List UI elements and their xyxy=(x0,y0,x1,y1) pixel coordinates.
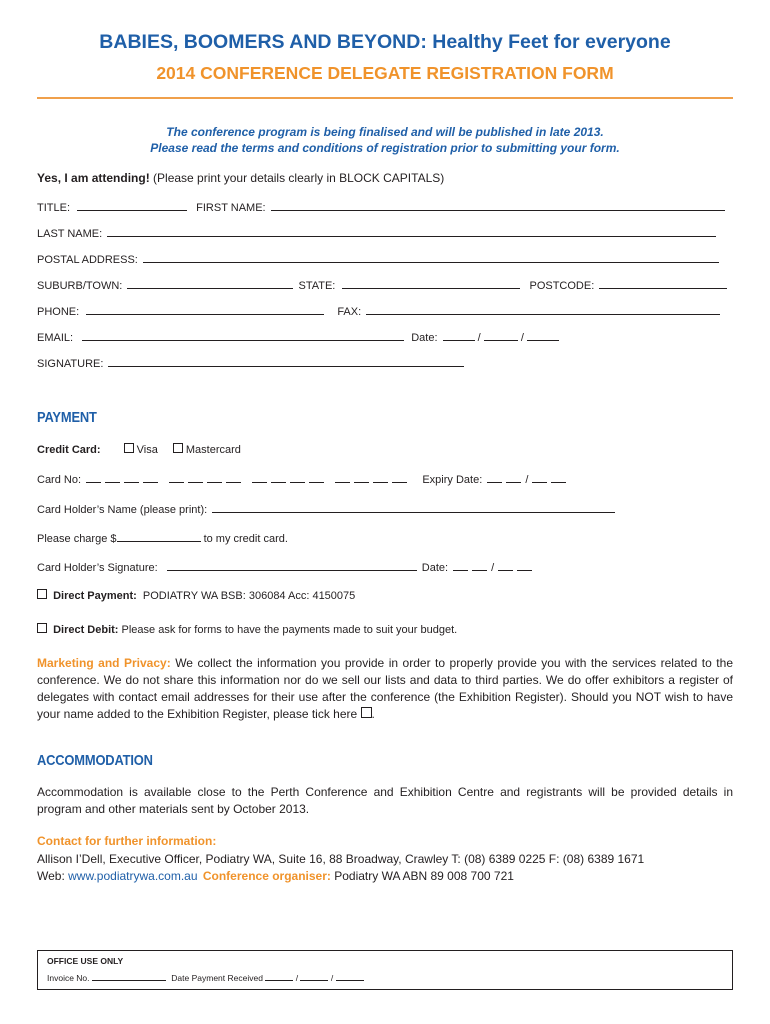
title-field[interactable] xyxy=(77,199,187,211)
holder-signature-field[interactable] xyxy=(167,559,417,571)
payment-heading: PAYMENT xyxy=(37,409,97,426)
suburb-row xyxy=(37,277,727,292)
exhibition-register-checkbox[interactable] xyxy=(361,707,372,718)
card-no-group-4[interactable] xyxy=(335,474,411,486)
invoice-field[interactable] xyxy=(92,972,166,981)
office-use-box xyxy=(37,950,733,990)
privacy-text: We collect the information you provide in order to properly provide you with the services related to the conference. We do not share this information nor do we sell our lists and data to third parties. We do offer exhibitors a register of delegates with contact email addresses for their use after the conference (the Exhibition Register). Should you NOT wish to have your name added to the Exhibition Register, please tick here xyxy=(37,656,733,721)
direct-payment-details: PODIATRY WA BSB: 306084 Acc: 4150075 xyxy=(142,590,356,602)
date-month-field[interactable] xyxy=(484,329,518,341)
organiser-text: Podiatry WA ABN 89 008 700 721 xyxy=(330,869,514,883)
direct-payment-checkbox[interactable] xyxy=(37,589,47,599)
received-month-field[interactable] xyxy=(300,972,328,981)
email-label: EMAIL: xyxy=(37,332,74,344)
card-no-label: Card No: xyxy=(37,474,82,486)
payment-date-label: Date: xyxy=(421,562,449,574)
signature-row xyxy=(37,355,464,370)
contact-heading xyxy=(37,834,216,848)
web-label: Web: xyxy=(37,869,69,883)
card-no-group-3[interactable] xyxy=(252,474,328,486)
expiry-month-field[interactable] xyxy=(487,474,525,486)
visa-label: Visa xyxy=(136,444,158,456)
credit-card-label: Credit Card: xyxy=(37,444,101,456)
postcode-label: POSTCODE: xyxy=(529,280,595,292)
email-field[interactable] xyxy=(82,329,404,341)
received-separator: / xyxy=(295,973,299,983)
holder-name-field[interactable] xyxy=(212,501,615,513)
received-separator: / xyxy=(330,973,334,983)
mastercard-checkbox[interactable] xyxy=(173,443,183,453)
website-link[interactable]: www.podiatrywa.com.au xyxy=(68,869,198,883)
last-name-field[interactable] xyxy=(107,225,716,237)
title-label: TITLE: xyxy=(37,202,71,214)
mastercard-label: Mastercard xyxy=(185,444,241,456)
first-name-field[interactable] xyxy=(271,199,725,211)
direct-debit-label: Direct Debit: xyxy=(53,624,119,636)
email-row xyxy=(37,329,559,344)
payment-date-day-field[interactable] xyxy=(453,562,491,574)
phone-field[interactable] xyxy=(86,303,324,315)
charge-row xyxy=(37,530,288,545)
intro-line-1: The conference program is being finalised and will be published in late 2013. xyxy=(166,125,604,139)
direct-payment-label: Direct Payment: xyxy=(53,590,137,602)
privacy-label: Marketing and Privacy: xyxy=(37,656,171,670)
direct-debit-text: Please ask for forms to have the payments made to suit your budget. xyxy=(121,624,458,636)
card-no-group-1[interactable] xyxy=(86,474,162,486)
holder-name-row xyxy=(37,501,615,516)
charge-amount-field[interactable] xyxy=(117,530,201,542)
state-label: STATE: xyxy=(298,280,336,292)
phone-label: PHONE: xyxy=(37,306,80,318)
expiry-year-field[interactable] xyxy=(532,474,570,486)
holder-signature-row xyxy=(37,559,536,574)
phone-row xyxy=(37,303,720,318)
attending-statement xyxy=(37,171,444,185)
form-title: BABIES, BOOMERS AND BEYOND: Healthy Feet for everyone xyxy=(99,31,671,53)
date-separator: / xyxy=(520,332,524,344)
title-row xyxy=(37,199,725,214)
expiry-separator: / xyxy=(525,474,529,486)
web-line xyxy=(37,869,514,883)
postal-address-row xyxy=(37,251,719,266)
card-number-row xyxy=(37,472,570,486)
date-year-field[interactable] xyxy=(527,329,559,341)
organiser-label: Conference organiser: xyxy=(202,869,331,883)
expiry-label: Expiry Date: xyxy=(422,474,483,486)
signature-label: SIGNATURE: xyxy=(37,358,104,370)
charge-prefix: Please charge $ xyxy=(37,533,117,545)
privacy-paragraph xyxy=(37,655,733,723)
privacy-end: . xyxy=(371,707,375,721)
form-subtitle: 2014 CONFERENCE DELEGATE REGISTRATION FORM xyxy=(156,63,614,83)
direct-debit-checkbox[interactable] xyxy=(37,623,47,633)
fax-field[interactable] xyxy=(366,303,720,315)
attending-bold: Yes, I am attending! xyxy=(37,171,150,185)
accommodation-text: Accommodation is available close to the Perth Conference and Exhibition Centre and registrants will be provided details in program and other materials sent by October 2013. xyxy=(37,785,733,816)
holder-signature-label: Card Holder’s Signature: xyxy=(37,562,158,574)
state-field[interactable] xyxy=(342,277,520,289)
date-received-label: Date Payment Received xyxy=(171,973,263,983)
charge-suffix: to my credit card. xyxy=(203,533,288,545)
signature-field[interactable] xyxy=(108,355,464,367)
payment-date-separator: / xyxy=(491,562,495,574)
contact-line: Allison I’Dell, Executive Officer, Podiatry WA, Suite 16, 88 Broadway, Crawley T: (08) 6389 0225 F: (08) 6389 1671 xyxy=(37,852,645,866)
direct-payment-row xyxy=(37,589,355,602)
date-label: Date: xyxy=(411,332,438,344)
last-name-label: LAST NAME: xyxy=(37,228,103,240)
postal-address-field[interactable] xyxy=(143,251,719,263)
postal-address-label: POSTAL ADDRESS: xyxy=(37,254,138,266)
visa-checkbox[interactable] xyxy=(124,443,134,453)
direct-debit-row xyxy=(37,623,457,636)
suburb-label: SUBURB/TOWN: xyxy=(37,280,123,292)
accommodation-heading: ACCOMMODATION xyxy=(37,752,153,769)
received-year-field[interactable] xyxy=(336,972,364,981)
last-name-row xyxy=(37,225,716,240)
payment-date-month-field[interactable] xyxy=(498,562,536,574)
suburb-field[interactable] xyxy=(127,277,293,289)
date-day-field[interactable] xyxy=(443,329,475,341)
attending-note: (Please print your details clearly in BLOCK CAPITALS) xyxy=(149,171,445,185)
date-separator: / xyxy=(477,332,481,344)
received-day-field[interactable] xyxy=(265,972,293,981)
office-use-row xyxy=(47,972,364,983)
fax-label: FAX: xyxy=(337,306,362,318)
contact-heading-text: Contact for further information: xyxy=(37,834,217,848)
card-no-group-2[interactable] xyxy=(169,474,245,486)
invoice-label: Invoice No. xyxy=(47,973,90,983)
holder-name-label: Card Holder’s Name (please print): xyxy=(37,504,208,516)
header-divider xyxy=(37,97,733,99)
credit-card-row xyxy=(37,443,241,456)
first-name-label: FIRST NAME: xyxy=(196,202,266,214)
postcode-field[interactable] xyxy=(599,277,727,289)
office-use-heading: OFFICE USE ONLY xyxy=(47,956,124,966)
intro-line-2: Please read the terms and conditions of registration prior to submitting your form. xyxy=(150,141,620,155)
